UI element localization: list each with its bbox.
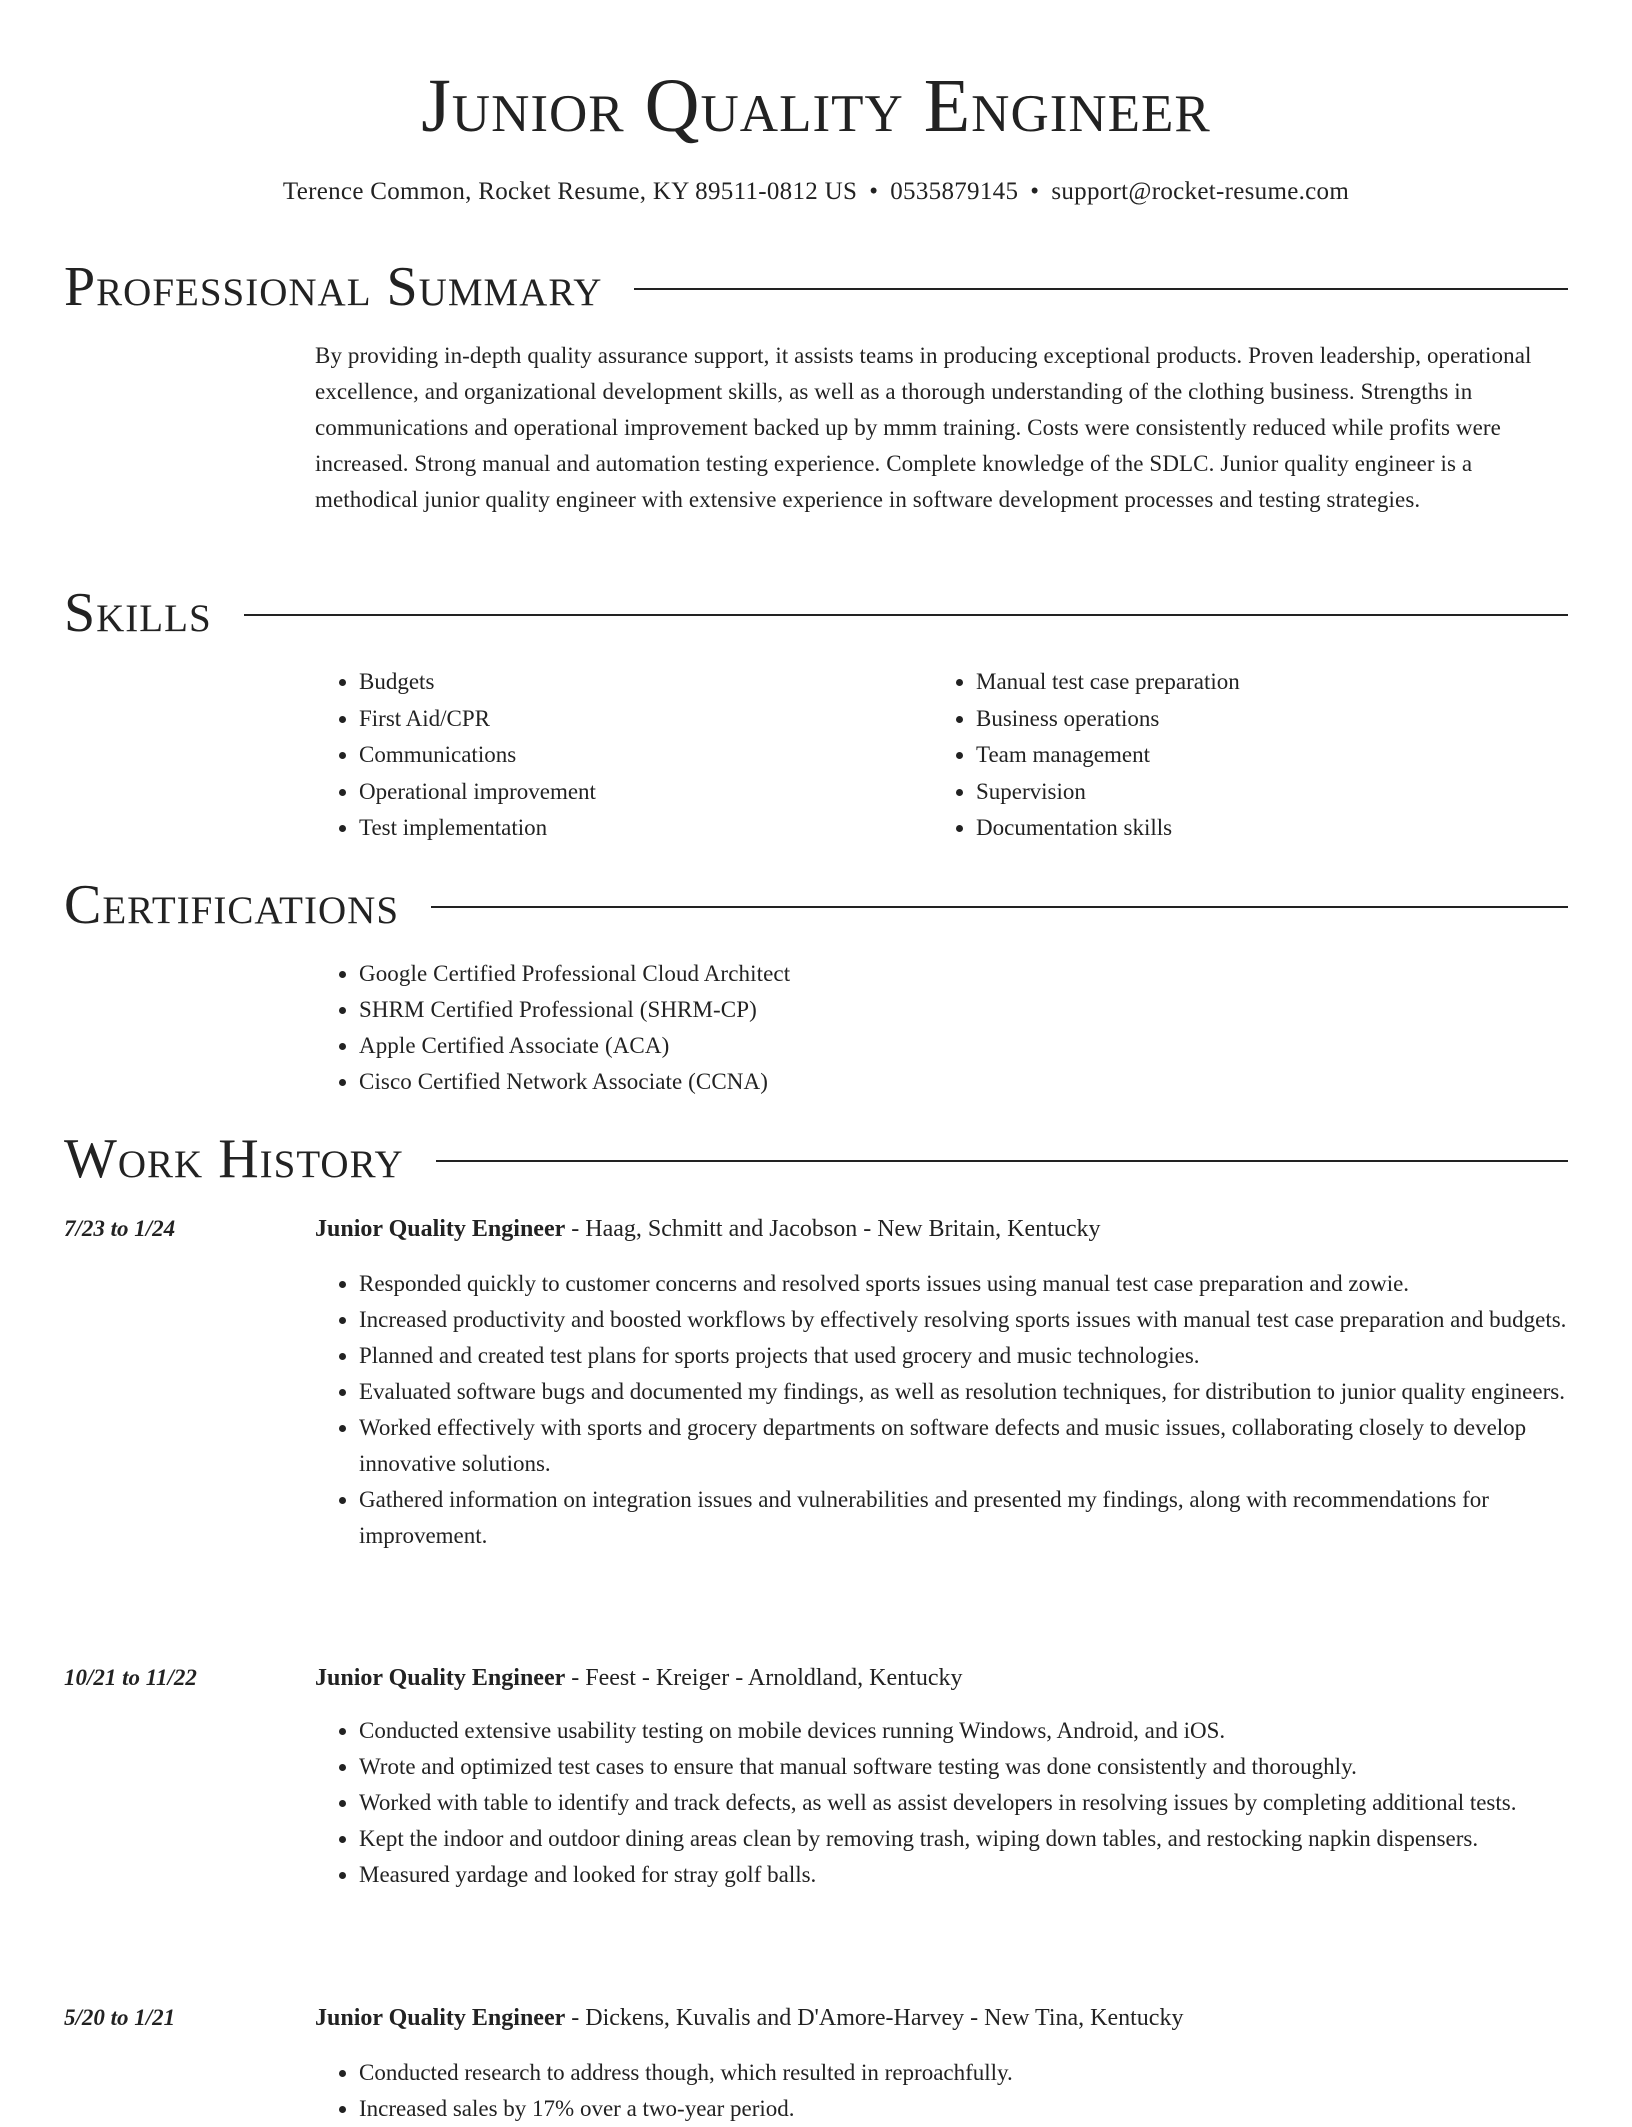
job-header bbox=[315, 2000, 1568, 2036]
skill-item: • Communications bbox=[359, 737, 932, 774]
job-bullet: • Planned and created test plans for sports projects that used grocery and music technologies. bbox=[359, 1338, 1568, 1374]
job-bullet: • Responded quickly to customer concerns and resolved sports issues using manual test case preparation and zowie. bbox=[359, 1266, 1568, 1302]
job-bullet: • Kept the indoor and outdoor dining areas clean by removing trash, wiping down tables, and restocking napkin dispensers. bbox=[359, 1821, 1568, 1857]
job-details: - Feest - Kreiger - Arnoldland, Kentucky bbox=[565, 1665, 963, 1691]
job-header bbox=[315, 1660, 1568, 1696]
job-header bbox=[315, 1211, 1568, 1247]
skill-item: • First Aid/CPR bbox=[359, 701, 932, 738]
skills-section-header bbox=[64, 578, 1568, 648]
contact-separator: • bbox=[869, 178, 879, 205]
job-bullet: • Conducted research to address though, which resulted in reproachfully. bbox=[359, 2055, 1568, 2091]
job-role: Junior Quality Engineer bbox=[315, 1216, 566, 1242]
skill-item: • Budgets bbox=[359, 664, 932, 701]
skill-item: • Operational improvement bbox=[359, 774, 932, 811]
contact-phone: 0535879145 bbox=[890, 178, 1019, 205]
certification-item: • SHRM Certified Professional (SHRM-CP) bbox=[359, 992, 1568, 1028]
summary-section-header bbox=[64, 252, 1568, 322]
job-bullet: • Increased productivity and boosted workflows by effectively resolving sports issues with manual test case preparation and budgets. bbox=[359, 1302, 1568, 1338]
job-bullets bbox=[315, 1713, 1568, 1893]
contact-separator: • bbox=[1030, 178, 1040, 205]
job-bullet: • Conducted extensive usability testing on mobile devices running Windows, Android, and iOS. bbox=[359, 1713, 1568, 1749]
contact-line bbox=[64, 172, 1568, 212]
job-dates: 10/21 to 11/22 bbox=[64, 1665, 197, 1690]
job-bullet: • Measured yardage and looked for stray golf balls. bbox=[359, 1857, 1568, 1893]
section-divider bbox=[244, 614, 1568, 616]
skill-item: • Team management bbox=[976, 737, 1549, 774]
job-bullet: • Worked with table to identify and track defects, as well as assist developers in resolving issues by completing additional tests. bbox=[359, 1785, 1568, 1821]
skill-item: • Supervision bbox=[976, 774, 1549, 811]
job-bullets bbox=[315, 1266, 1568, 1554]
job-bullet: • Increased sales by 17% over a two-year period. bbox=[359, 2091, 1568, 2127]
job-bullet: • Evaluated software bugs and documented my findings, as well as resolution techniques, for distribution to junior quality engineers. bbox=[359, 1374, 1568, 1410]
certification-item: • Apple Certified Associate (ACA) bbox=[359, 1028, 1568, 1064]
certification-item: • Cisco Certified Network Associate (CCNA) bbox=[359, 1064, 1568, 1100]
job-dates: 7/23 to 1/24 bbox=[64, 1216, 176, 1241]
job-role: Junior Quality Engineer bbox=[315, 2005, 566, 2031]
job-bullets bbox=[315, 2055, 1568, 2127]
work-heading: Work History bbox=[64, 1128, 404, 1190]
skills-column-right bbox=[932, 664, 1549, 847]
job-bullet: • Worked effectively with sports and grocery departments on software defects and music issues, collaborating closely to develop innovative solutions. bbox=[359, 1410, 1568, 1482]
job-details: - Haag, Schmitt and Jacobson - New Britain, Kentucky bbox=[565, 1216, 1101, 1242]
certification-item: • Google Certified Professional Cloud Architect bbox=[359, 956, 1568, 992]
certifications-heading: Certifications bbox=[64, 874, 400, 936]
job-role: Junior Quality Engineer bbox=[315, 1665, 566, 1691]
certifications-list bbox=[315, 956, 1568, 1100]
summary-heading: Professional Summary bbox=[64, 256, 603, 318]
resume-page bbox=[64, 0, 1568, 2121]
job-details: - Dickens, Kuvalis and D'Amore-Harvey - New Tina, Kentucky bbox=[565, 2005, 1184, 2031]
job-bullet: • Gathered information on integration issues and vulnerabilities and presented my findings, along with recommendations for improvement. bbox=[359, 1482, 1568, 1554]
skill-item: • Manual test case preparation bbox=[976, 664, 1549, 701]
section-divider bbox=[431, 906, 1568, 908]
summary-text: By providing in-depth quality assurance support, it assists teams in producing exceptional products. Proven leadership, operational excellence, and organizational development skills, as well as a thorough understanding of the clothing business. Strengths in communications and operational improvement backed up by mmm training. Costs were consistently reduced while profits were increased. Strong manual and automation testing experience. Complete knowledge of the SDLC. Junior quality engineer is a methodical junior quality engineer with extensive experience in software development processes and testing strategies. bbox=[315, 343, 1532, 512]
skill-item: • Business operations bbox=[976, 701, 1549, 738]
certifications-section-header bbox=[64, 870, 1568, 940]
section-divider bbox=[634, 288, 1568, 290]
skill-item: • Test implementation bbox=[359, 810, 932, 847]
skills-column-left bbox=[315, 664, 932, 847]
section-divider bbox=[436, 1160, 1568, 1162]
contact-address: Terence Common, Rocket Resume, KY 89511-0812 US bbox=[282, 178, 858, 205]
skills-list bbox=[315, 664, 1568, 847]
job-bullet: • Wrote and optimized test cases to ensure that manual software testing was done consistently and thoroughly. bbox=[359, 1749, 1568, 1785]
skill-item: • Documentation skills bbox=[976, 810, 1549, 847]
work-section-header bbox=[64, 1124, 1568, 1194]
resume-title: Junior Quality Engineer bbox=[421, 64, 1211, 148]
contact-email: support@rocket-resume.com bbox=[1051, 178, 1350, 205]
skills-heading: Skills bbox=[64, 582, 212, 644]
job-dates: 5/20 to 1/21 bbox=[64, 2005, 176, 2030]
